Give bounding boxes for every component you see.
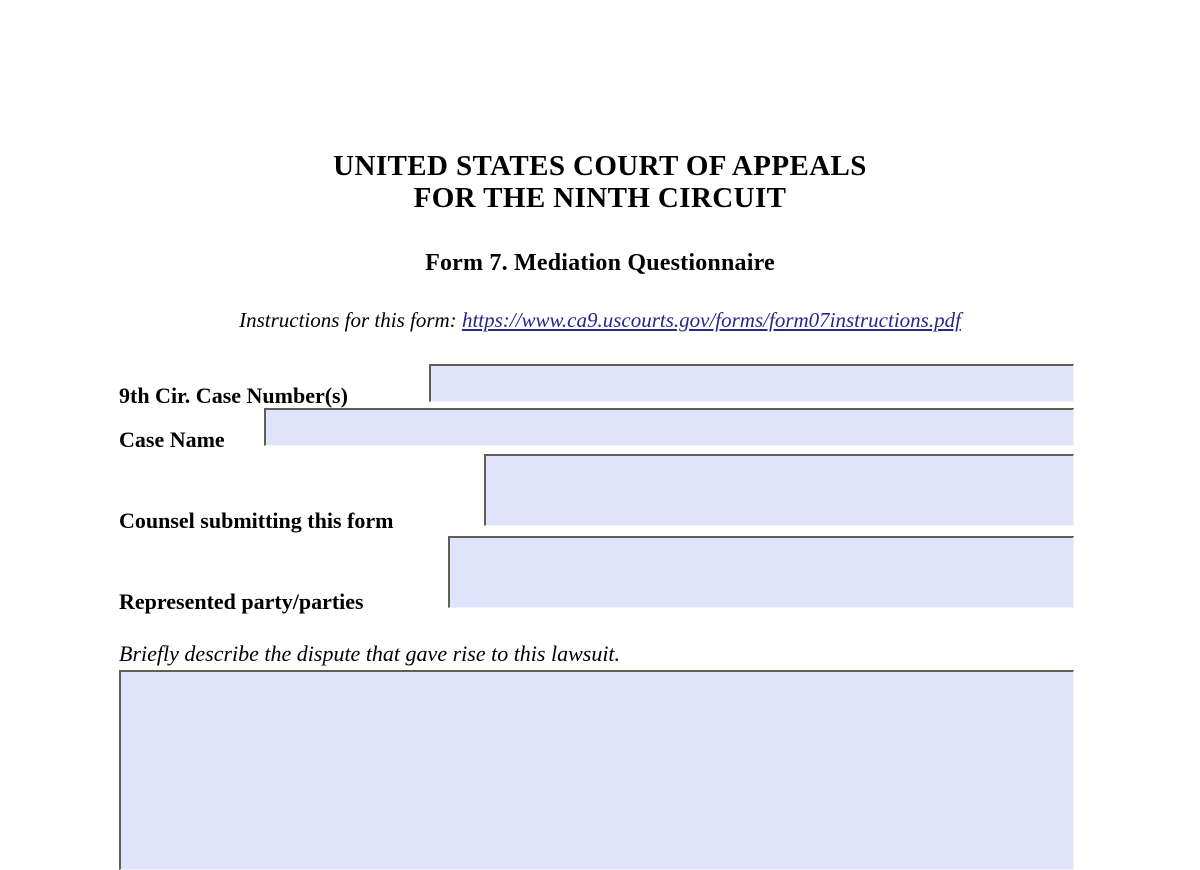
instructions-label: Instructions for this form: xyxy=(239,308,457,332)
court-title-line-1: UNITED STATES COURT OF APPEALS xyxy=(333,150,867,182)
case-number-label: 9th Cir. Case Number(s) xyxy=(119,383,348,408)
dispute-prompt: Briefly describe the dispute that gave rise to this lawsuit. xyxy=(119,641,621,666)
dispute-description-input[interactable] xyxy=(119,670,1074,870)
court-title-line-2: FOR THE NINTH CIRCUIT xyxy=(413,182,787,214)
instructions-link[interactable]: https://www.ca9.uscourts.gov/forms/form07instructions.pdf xyxy=(461,308,961,332)
represented-parties-input[interactable] xyxy=(448,536,1074,608)
case-name-input[interactable] xyxy=(264,408,1074,446)
instructions-line xyxy=(0,308,1200,333)
counsel-label: Counsel submitting this form xyxy=(119,508,394,533)
case-number-input[interactable] xyxy=(429,364,1074,402)
court-title xyxy=(0,150,1200,214)
case-name-label: Case Name xyxy=(119,427,225,452)
counsel-input[interactable] xyxy=(484,454,1074,526)
represented-parties-label: Represented party/parties xyxy=(119,589,364,614)
form-title: Form 7. Mediation Questionnaire xyxy=(425,250,775,276)
